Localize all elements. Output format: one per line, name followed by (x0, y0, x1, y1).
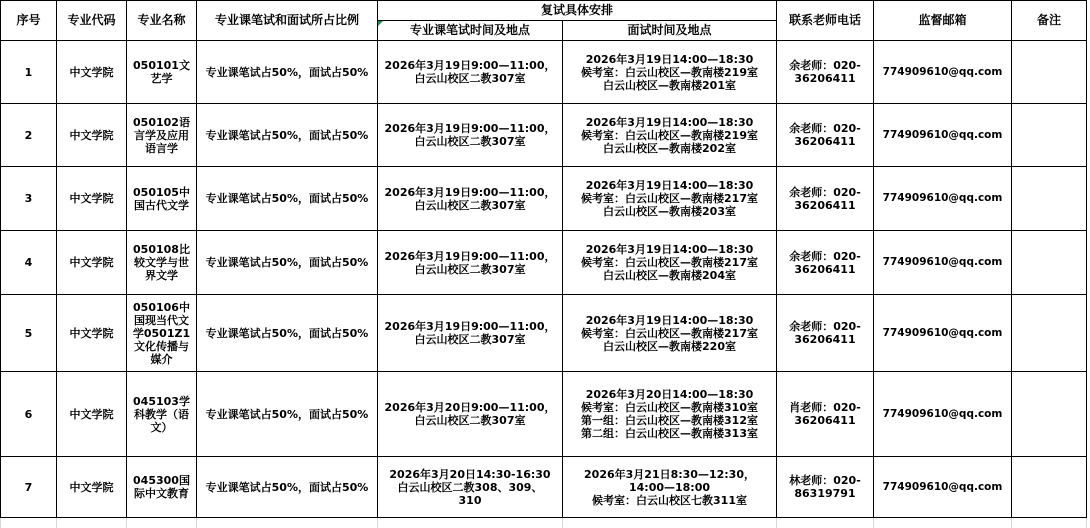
empty-row (1, 518, 1087, 528)
cell-name[interactable]: 050108比较文学与世界文学 (127, 231, 197, 295)
table-row (1, 457, 1087, 518)
cell-name[interactable]: 045103学科教学（语文） (127, 372, 197, 457)
cell-interview[interactable]: 2026年3月19日14:00—18:30 候考室：白云山校区—教南楼219室 白云山校区—教南楼201室 (563, 41, 777, 104)
table-row (1, 41, 1087, 104)
cell-ratio[interactable]: 专业课笔试占50%，面试占50% (197, 295, 378, 372)
cell-contact[interactable]: 林老师：020-86319791 (777, 457, 874, 518)
cell-name[interactable]: 050106中国现当代文学0501Z1文化传播与媒介 (127, 295, 197, 372)
cell-code[interactable]: 中文学院 (57, 104, 127, 167)
cell-interview[interactable]: 2026年3月19日14:00—18:30 候考室：白云山校区—教南楼217室 白云山校区—教南楼203室 (563, 167, 777, 231)
cell-email[interactable]: 774909610@qq.com (874, 104, 1012, 167)
empty-cell[interactable] (1, 518, 57, 528)
cell-interview[interactable]: 2026年3月21日8:30—12:30， 14:00—18:00 候考室：白云山校区七教311室 (563, 457, 777, 518)
cell-name[interactable]: 050101文艺学 (127, 41, 197, 104)
cell-interview[interactable]: 2026年3月19日14:00—18:30 候考室：白云山校区—教南楼217室 白云山校区—教南楼204室 (563, 231, 777, 295)
cell-email[interactable]: 774909610@qq.com (874, 372, 1012, 457)
cell-contact[interactable]: 余老师：020-36206411 (777, 104, 874, 167)
cell-ratio[interactable]: 专业课笔试占50%，面试占50% (197, 231, 378, 295)
cell-written[interactable]: 2026年3月19日9:00—11:00， 白云山校区二教307室 (378, 295, 563, 372)
cell-ratio[interactable]: 专业课笔试占50%，面试占50% (197, 457, 378, 518)
cell-written[interactable]: 2026年3月20日14:30-16:30 白云山校区二教308、309、 310 (378, 457, 563, 518)
table-row (1, 372, 1087, 457)
empty-cell[interactable] (57, 518, 127, 528)
cell-interview[interactable]: 2026年3月19日14:00—18:30 候考室：白云山校区—教南楼217室 白云山校区—教南楼220室 (563, 295, 777, 372)
cell-seq[interactable]: 1 (1, 41, 57, 104)
header-interview[interactable]: 面试时间及地点 (563, 21, 777, 41)
empty-cell[interactable] (1012, 518, 1087, 528)
cell-email[interactable]: 774909610@qq.com (874, 295, 1012, 372)
header-seq[interactable]: 序号 (1, 1, 57, 41)
empty-cell[interactable] (127, 518, 197, 528)
cell-seq[interactable]: 5 (1, 295, 57, 372)
cell-email[interactable]: 774909610@qq.com (874, 457, 1012, 518)
cell-remark[interactable] (1012, 372, 1087, 457)
cell-interview[interactable]: 2026年3月20日14:00—18:30 候考室：白云山校区—教南楼310室 第一组：白云山校区—教南楼312室 第二组：白云山校区—教南楼313室 (563, 372, 777, 457)
table-row (1, 231, 1087, 295)
header-remark[interactable]: 备注 (1012, 1, 1087, 41)
header-ratio[interactable]: 专业课笔试和面试所占比例 (197, 1, 378, 41)
empty-cell[interactable] (378, 518, 563, 528)
cell-interview[interactable]: 2026年3月19日14:00—18:30 候考室：白云山校区—教南楼219室 白云山校区—教南楼202室 (563, 104, 777, 167)
cell-ratio[interactable]: 专业课笔试占50%，面试占50% (197, 372, 378, 457)
cell-contact[interactable]: 余老师：020-36206411 (777, 295, 874, 372)
cell-contact[interactable]: 余老师：020-36206411 (777, 167, 874, 231)
table-row (1, 104, 1087, 167)
cell-code[interactable]: 中文学院 (57, 167, 127, 231)
cell-ratio[interactable]: 专业课笔试占50%，面试占50% (197, 104, 378, 167)
cell-remark[interactable] (1012, 167, 1087, 231)
cell-email[interactable]: 774909610@qq.com (874, 41, 1012, 104)
cell-name[interactable]: 050105中国古代文学 (127, 167, 197, 231)
cell-remark[interactable] (1012, 457, 1087, 518)
header-code[interactable]: 专业代码 (57, 1, 127, 41)
table-row (1, 167, 1087, 231)
cell-written[interactable]: 2026年3月19日9:00—11:00， 白云山校区二教307室 (378, 231, 563, 295)
cell-seq[interactable]: 7 (1, 457, 57, 518)
cell-code[interactable]: 中文学院 (57, 41, 127, 104)
cell-written[interactable]: 2026年3月19日9:00—11:00， 白云山校区二教307室 (378, 167, 563, 231)
header-name[interactable]: 专业名称 (127, 1, 197, 41)
cell-name[interactable]: 050102语言学及应用语言学 (127, 104, 197, 167)
empty-cell[interactable] (197, 518, 378, 528)
cell-email[interactable]: 774909610@qq.com (874, 167, 1012, 231)
cell-remark[interactable] (1012, 231, 1087, 295)
cell-code[interactable]: 中文学院 (57, 372, 127, 457)
header-contact[interactable]: 联系老师电话 (777, 1, 874, 41)
cell-remark[interactable] (1012, 104, 1087, 167)
empty-cell[interactable] (874, 518, 1012, 528)
cell-seq[interactable]: 4 (1, 231, 57, 295)
cell-code[interactable]: 中文学院 (57, 231, 127, 295)
empty-cell[interactable] (777, 518, 874, 528)
header-written[interactable]: 专业课笔试时间及地点 (378, 21, 563, 41)
cell-contact[interactable]: 肖老师：020-36206411 (777, 372, 874, 457)
header-email[interactable]: 监督邮箱 (874, 1, 1012, 41)
cell-seq[interactable]: 6 (1, 372, 57, 457)
cell-contact[interactable]: 余老师：020-36206411 (777, 231, 874, 295)
table-row (1, 295, 1087, 372)
cell-remark[interactable] (1012, 295, 1087, 372)
cell-contact[interactable]: 余老师：020-36206411 (777, 41, 874, 104)
cell-seq[interactable]: 3 (1, 167, 57, 231)
cell-remark[interactable] (1012, 41, 1087, 104)
cell-ratio[interactable]: 专业课笔试占50%，面试占50% (197, 167, 378, 231)
cell-code[interactable]: 中文学院 (57, 295, 127, 372)
cell-code[interactable]: 中文学院 (57, 457, 127, 518)
cell-written[interactable]: 2026年3月19日9:00—11:00， 白云山校区二教307室 (378, 41, 563, 104)
cell-seq[interactable]: 2 (1, 104, 57, 167)
header-arrangement[interactable]: 复试具体安排 (378, 1, 777, 21)
cell-email[interactable]: 774909610@qq.com (874, 231, 1012, 295)
cell-ratio[interactable]: 专业课笔试占50%，面试占50% (197, 41, 378, 104)
empty-cell[interactable] (563, 518, 777, 528)
cell-written[interactable]: 2026年3月20日9:00—11:00， 白云山校区二教307室 (378, 372, 563, 457)
cell-written[interactable]: 2026年3月19日9:00—11:00， 白云山校区二教307室 (378, 104, 563, 167)
cell-name[interactable]: 045300国际中文教育 (127, 457, 197, 518)
